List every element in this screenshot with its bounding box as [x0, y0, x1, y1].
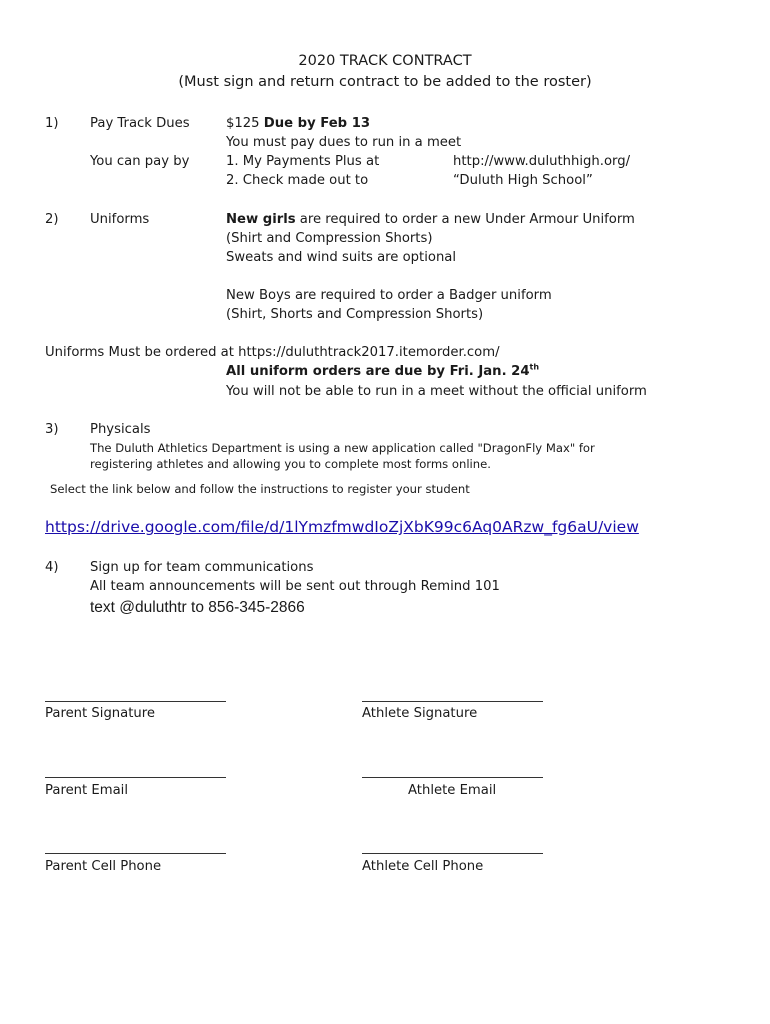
optional-note: Sweats and wind suits are optional — [226, 250, 457, 265]
physicals-desc-2: registering athletes and allowing you to complete most forms online. — [90, 457, 491, 471]
section-3-number: 3) — [45, 422, 59, 437]
parent-signature-label: Parent Signature — [45, 706, 156, 721]
section-3-label: Physicals — [90, 422, 151, 437]
uniform-due-text: All uniform orders are due by Fri. Jan. 24 — [226, 364, 530, 379]
girls-uniform-items: (Shirt and Compression Shorts) — [226, 231, 433, 246]
pay-option-2: 2. Check made out to — [226, 173, 369, 188]
athlete-phone-line — [362, 853, 543, 854]
document-subtitle: (Must sign and return contract to be added to the roster) — [178, 74, 592, 90]
parent-phone-line — [45, 853, 226, 854]
boys-uniform-items: (Shirt, Shorts and Compression Shorts) — [226, 307, 484, 322]
uniform-warning: You will not be able to run in a meet without the official uniform — [226, 384, 647, 399]
athlete-email-label: Athlete Email — [408, 783, 497, 798]
section-1-label: Pay Track Dues — [90, 116, 190, 131]
dues-line — [226, 114, 370, 133]
uniform-due-sup: th — [529, 362, 540, 372]
parent-email-label: Parent Email — [45, 783, 128, 798]
uniform-order-line: Uniforms Must be ordered at https://duluthtrack2017.itemorder.com/ — [45, 345, 500, 360]
remind-text-line: text @duluthtr to 856-345-2866 — [90, 599, 305, 616]
dues-deadline: Due by Feb 13 — [263, 116, 371, 131]
pay-by-label: You can pay by — [90, 154, 190, 169]
pay-option-1: 1. My Payments Plus at — [226, 154, 380, 169]
pay-option-1-url: http://www.duluthhigh.org/ — [453, 154, 631, 169]
boys-uniform-line: New Boys are required to order a Badger uniform — [226, 288, 552, 303]
section-4-number: 4) — [45, 560, 59, 575]
section-1-number: 1) — [45, 116, 59, 131]
parent-phone-label: Parent Cell Phone — [45, 859, 162, 874]
dues-note: You must pay dues to run in a meet — [226, 135, 462, 150]
dues-amount: $125 — [226, 116, 260, 131]
athlete-email-line — [362, 777, 543, 778]
dragonfly-link[interactable]: https://drive.google.com/file/d/1lYmzfmwdIoZjXbK99c6Aq0ARzw_fg6aU/view — [45, 518, 639, 536]
uniform-due-line — [226, 362, 539, 381]
remind-desc: All team announcements will be sent out through Remind 101 — [90, 579, 500, 594]
pay-option-2-payee: “Duluth High School” — [453, 173, 593, 188]
section-4-label: Sign up for team communications — [90, 560, 314, 575]
athlete-phone-label: Athlete Cell Phone — [362, 859, 484, 874]
girls-text: are required to order a new Under Armour Uniform — [295, 212, 635, 227]
section-2-number: 2) — [45, 212, 59, 227]
physicals-desc-1: The Duluth Athletics Department is using a new application called "DragonFly Max" for — [90, 441, 595, 455]
athlete-signature-line — [362, 701, 543, 702]
section-2-label: Uniforms — [90, 212, 150, 227]
parent-signature-line — [45, 701, 226, 702]
document-title: 2020 TRACK CONTRACT — [298, 53, 472, 69]
physicals-instruction: Select the link below and follow the instructions to register your student — [50, 482, 470, 496]
girls-uniform-line — [226, 210, 635, 229]
parent-email-line — [45, 777, 226, 778]
athlete-signature-label: Athlete Signature — [362, 706, 478, 721]
girls-bold: New girls — [226, 212, 296, 227]
